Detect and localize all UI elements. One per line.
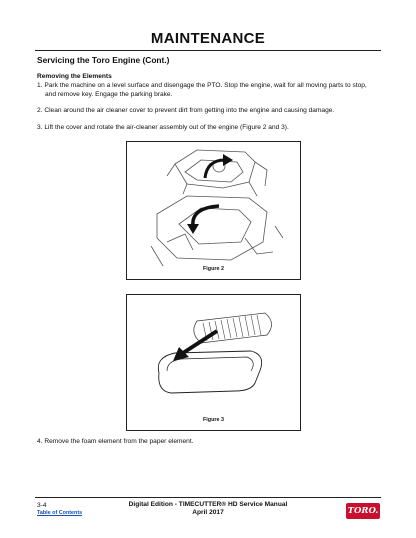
footer-text <box>100 501 316 518</box>
toro-logo: TORO. <box>346 503 380 519</box>
subheading: Removing the Elements <box>37 73 112 80</box>
step-1 <box>37 82 382 99</box>
page-title: MAINTENANCE <box>150 30 266 47</box>
figure-3-illustration <box>127 295 300 430</box>
step-4: 4. Remove the foam element from the paper element. <box>37 438 194 445</box>
figure-2-frame <box>126 141 301 280</box>
footer-date: April 2017 <box>192 509 224 517</box>
page-number: 3-4 <box>37 502 47 509</box>
step-1-line1: 1. Park the machine on a level surface and disengage the PTO. Stop the engine, wait for all moving parts to stop, <box>37 82 367 89</box>
step-2: 2. Clean around the air cleaner cover to prevent dirt from getting into the engine and causing damage. <box>37 107 335 114</box>
footer-divider <box>35 497 381 498</box>
title-divider <box>35 50 381 51</box>
section-heading: Servicing the Toro Engine (Cont.) <box>37 55 170 65</box>
table-of-contents-link[interactable]: Table of Contents <box>37 510 83 516</box>
figure-3-caption: Figure 3 <box>203 417 224 423</box>
figure-2-caption: Figure 2 <box>203 266 224 272</box>
figure-3-frame <box>126 294 301 431</box>
step-1-line2: and remove key. Engage the parking brake. <box>45 90 173 98</box>
figure-2-illustration <box>127 142 300 279</box>
step-3: 3. Lift the cover and rotate the air-cleaner assembly out of the engine (Figure 2 and 3). <box>37 124 289 131</box>
footer-edition: Digital Edition - TIMECUTTER® HD Service Manual <box>128 501 288 508</box>
